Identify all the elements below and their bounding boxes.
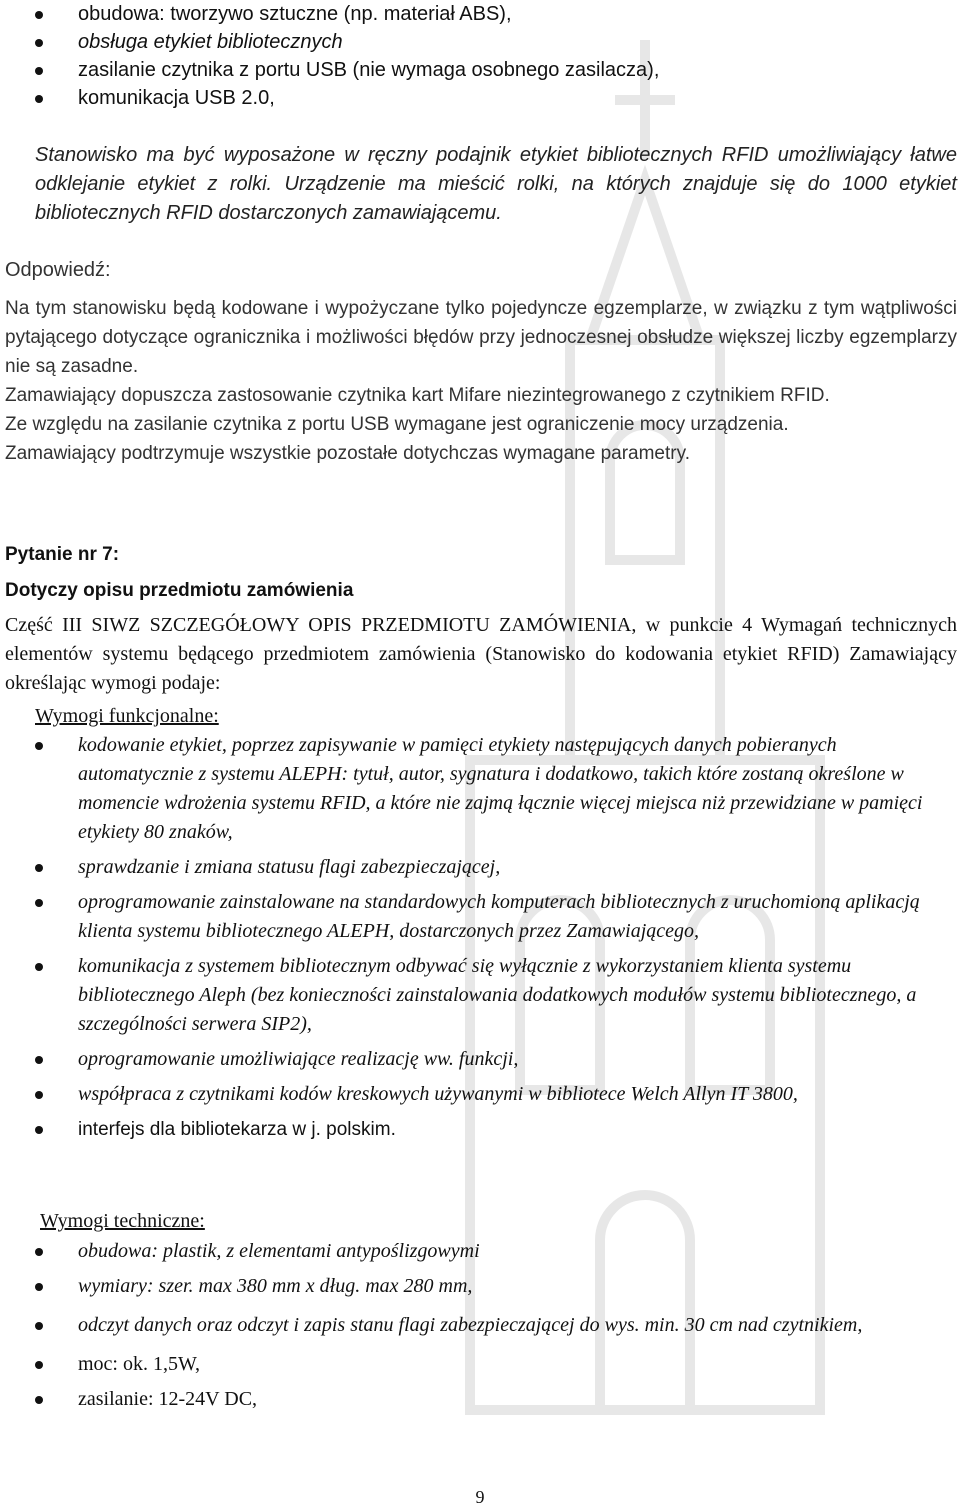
list-item: obudowa: tworzywo sztuczne (np. materiał ABS), bbox=[5, 0, 957, 28]
question-title: Pytanie nr 7: bbox=[5, 544, 120, 565]
list-item: komunikacja USB 2.0, bbox=[5, 84, 957, 112]
functional-label-wrap bbox=[35, 702, 219, 730]
bullet-icon bbox=[35, 899, 43, 907]
list-item: sprawdzanie i zmiana statusu flagi zabezpieczającej, bbox=[5, 853, 925, 882]
list-item: obsługa etykiet bibliotecznych bbox=[5, 28, 957, 56]
answer-label: Odpowiedź: bbox=[5, 259, 111, 281]
list-item: wymiary: szer. max 380 mm x dług. max 280 mm, bbox=[5, 1272, 925, 1301]
list-item: zasilanie: 12-24V DC, bbox=[5, 1385, 925, 1414]
question-section bbox=[5, 540, 957, 569]
answer-line: Ze względu na zasilanie czytnika z portu USB wymagane jest ograniczenie mocy urządzenia. bbox=[5, 414, 789, 435]
bullet-icon bbox=[35, 1056, 43, 1064]
answer-body bbox=[5, 294, 957, 468]
bullet-icon bbox=[35, 1283, 43, 1291]
answer-line: Zamawiający podtrzymuje wszystkie pozostałe dotychczas wymagane parametry. bbox=[5, 443, 690, 464]
top-bullet-list bbox=[5, 0, 957, 112]
page-number: 9 bbox=[475, 1487, 485, 1507]
question-subject-wrap bbox=[5, 576, 957, 605]
bullet-icon bbox=[35, 1396, 43, 1404]
bullet-icon bbox=[35, 67, 43, 75]
bullet-icon bbox=[35, 1361, 43, 1369]
functional-list bbox=[5, 731, 925, 1144]
list-item: moc: ok. 1,5W, bbox=[5, 1350, 925, 1379]
bullet-icon bbox=[35, 1126, 43, 1134]
list-item: zasilanie czytnika z portu USB (nie wymaga osobnego zasilacza), bbox=[5, 56, 957, 84]
bullet-icon bbox=[35, 1248, 43, 1256]
answer-line: Na tym stanowisku będą kodowane i wypożyczane tylko pojedyncze egzemplarze, w związku z tym wątpliwości pytającego dotyczące ogranicznika i możliwości błędów przy jednoczesnej obsłudze większej liczby egzemplarzy nie są zasadne. bbox=[5, 298, 957, 377]
bullet-icon bbox=[35, 39, 43, 47]
list-item: obudowa: plastik, z elementami antypoślizgowymi bbox=[5, 1237, 925, 1266]
list-item: współpraca z czytnikami kodów kreskowych używanymi w bibliotece Welch Allyn IT 3800, bbox=[5, 1080, 925, 1109]
list-item: oprogramowanie umożliwiające realizację ww. funkcji, bbox=[5, 1045, 925, 1074]
list-item: odczyt danych oraz odczyt i zapis stanu flagi zabezpieczającej do wys. min. 30 cm nad czytnikiem, bbox=[5, 1307, 925, 1344]
bullet-icon bbox=[35, 742, 43, 750]
list-item: oprogramowanie zainstalowane na standardowych komputerach bibliotecznych z uruchomioną aplikacją klienta systemu bibliotecznego ALEPH, dostarczonych przez Zamawiającego, bbox=[5, 888, 925, 946]
functional-label: Wymogi funkcjonalne: bbox=[35, 705, 219, 727]
bullet-icon bbox=[35, 95, 43, 103]
question-paragraph-wrap bbox=[5, 611, 957, 698]
bullet-icon bbox=[35, 1091, 43, 1099]
bullet-icon bbox=[35, 11, 43, 19]
list-item: komunikacja z systemem bibliotecznym odbywać się wyłącznie z wykorzystaniem klienta systemu bibliotecznego Aleph (bez konieczności zainstalowania dodatkowych modułów systemu bibliotecznego, a szczególności serwera SIP2), bbox=[5, 952, 925, 1039]
list-item: interfejs dla bibliotekarza w j. polskim. bbox=[5, 1115, 925, 1144]
technical-list bbox=[5, 1237, 925, 1414]
list-item: kodowanie etykiet, poprzez zapisywanie w pamięci etykiety następujących danych pobieranych automatycznie z systemu ALEPH: tytuł, autor, sygnatura i dodatkowo, takich które zostaną określone w momencie wdrożenia systemu RFID, a które nie zajmą łącznie więcej miejsca niż przewidziane w pamięci etykiety 80 znaków, bbox=[5, 731, 925, 847]
technical-label: Wymogi techniczne: bbox=[40, 1210, 205, 1232]
bullet-icon bbox=[35, 963, 43, 971]
question-paragraph: Część III SIWZ SZCZEGÓŁOWY OPIS PRZEDMIOTU ZAMÓWIENIA, w punkcie 4 Wymagań technicznych elementów systemu będącego przedmiotem zamówienia (Stanowisko do kodowania etykiet RFID) Zamawiający określając wymogi podaje: bbox=[5, 614, 957, 694]
answer-section bbox=[5, 256, 957, 284]
bullet-icon bbox=[35, 864, 43, 872]
question-subject: Dotyczy opisu przedmiotu zamówienia bbox=[5, 580, 354, 601]
bullet-icon bbox=[35, 1322, 43, 1330]
technical-label-wrap bbox=[40, 1207, 205, 1235]
answer-line: Zamawiający dopuszcza zastosowanie czytnika kart Mifare niezintegrowanego z czytnikiem RFID. bbox=[5, 385, 830, 406]
spec-paragraph: Stanowisko ma być wyposażone w ręczny podajnik etykiet bibliotecznych RFID umożliwiający łatwe odklejanie etykiet z rolki. Urządzenie ma mieścić rolki, na których znajduje się do 1000 etykiet bibliotecznych RFID dostarczonych zamawiającemu. bbox=[35, 144, 957, 224]
